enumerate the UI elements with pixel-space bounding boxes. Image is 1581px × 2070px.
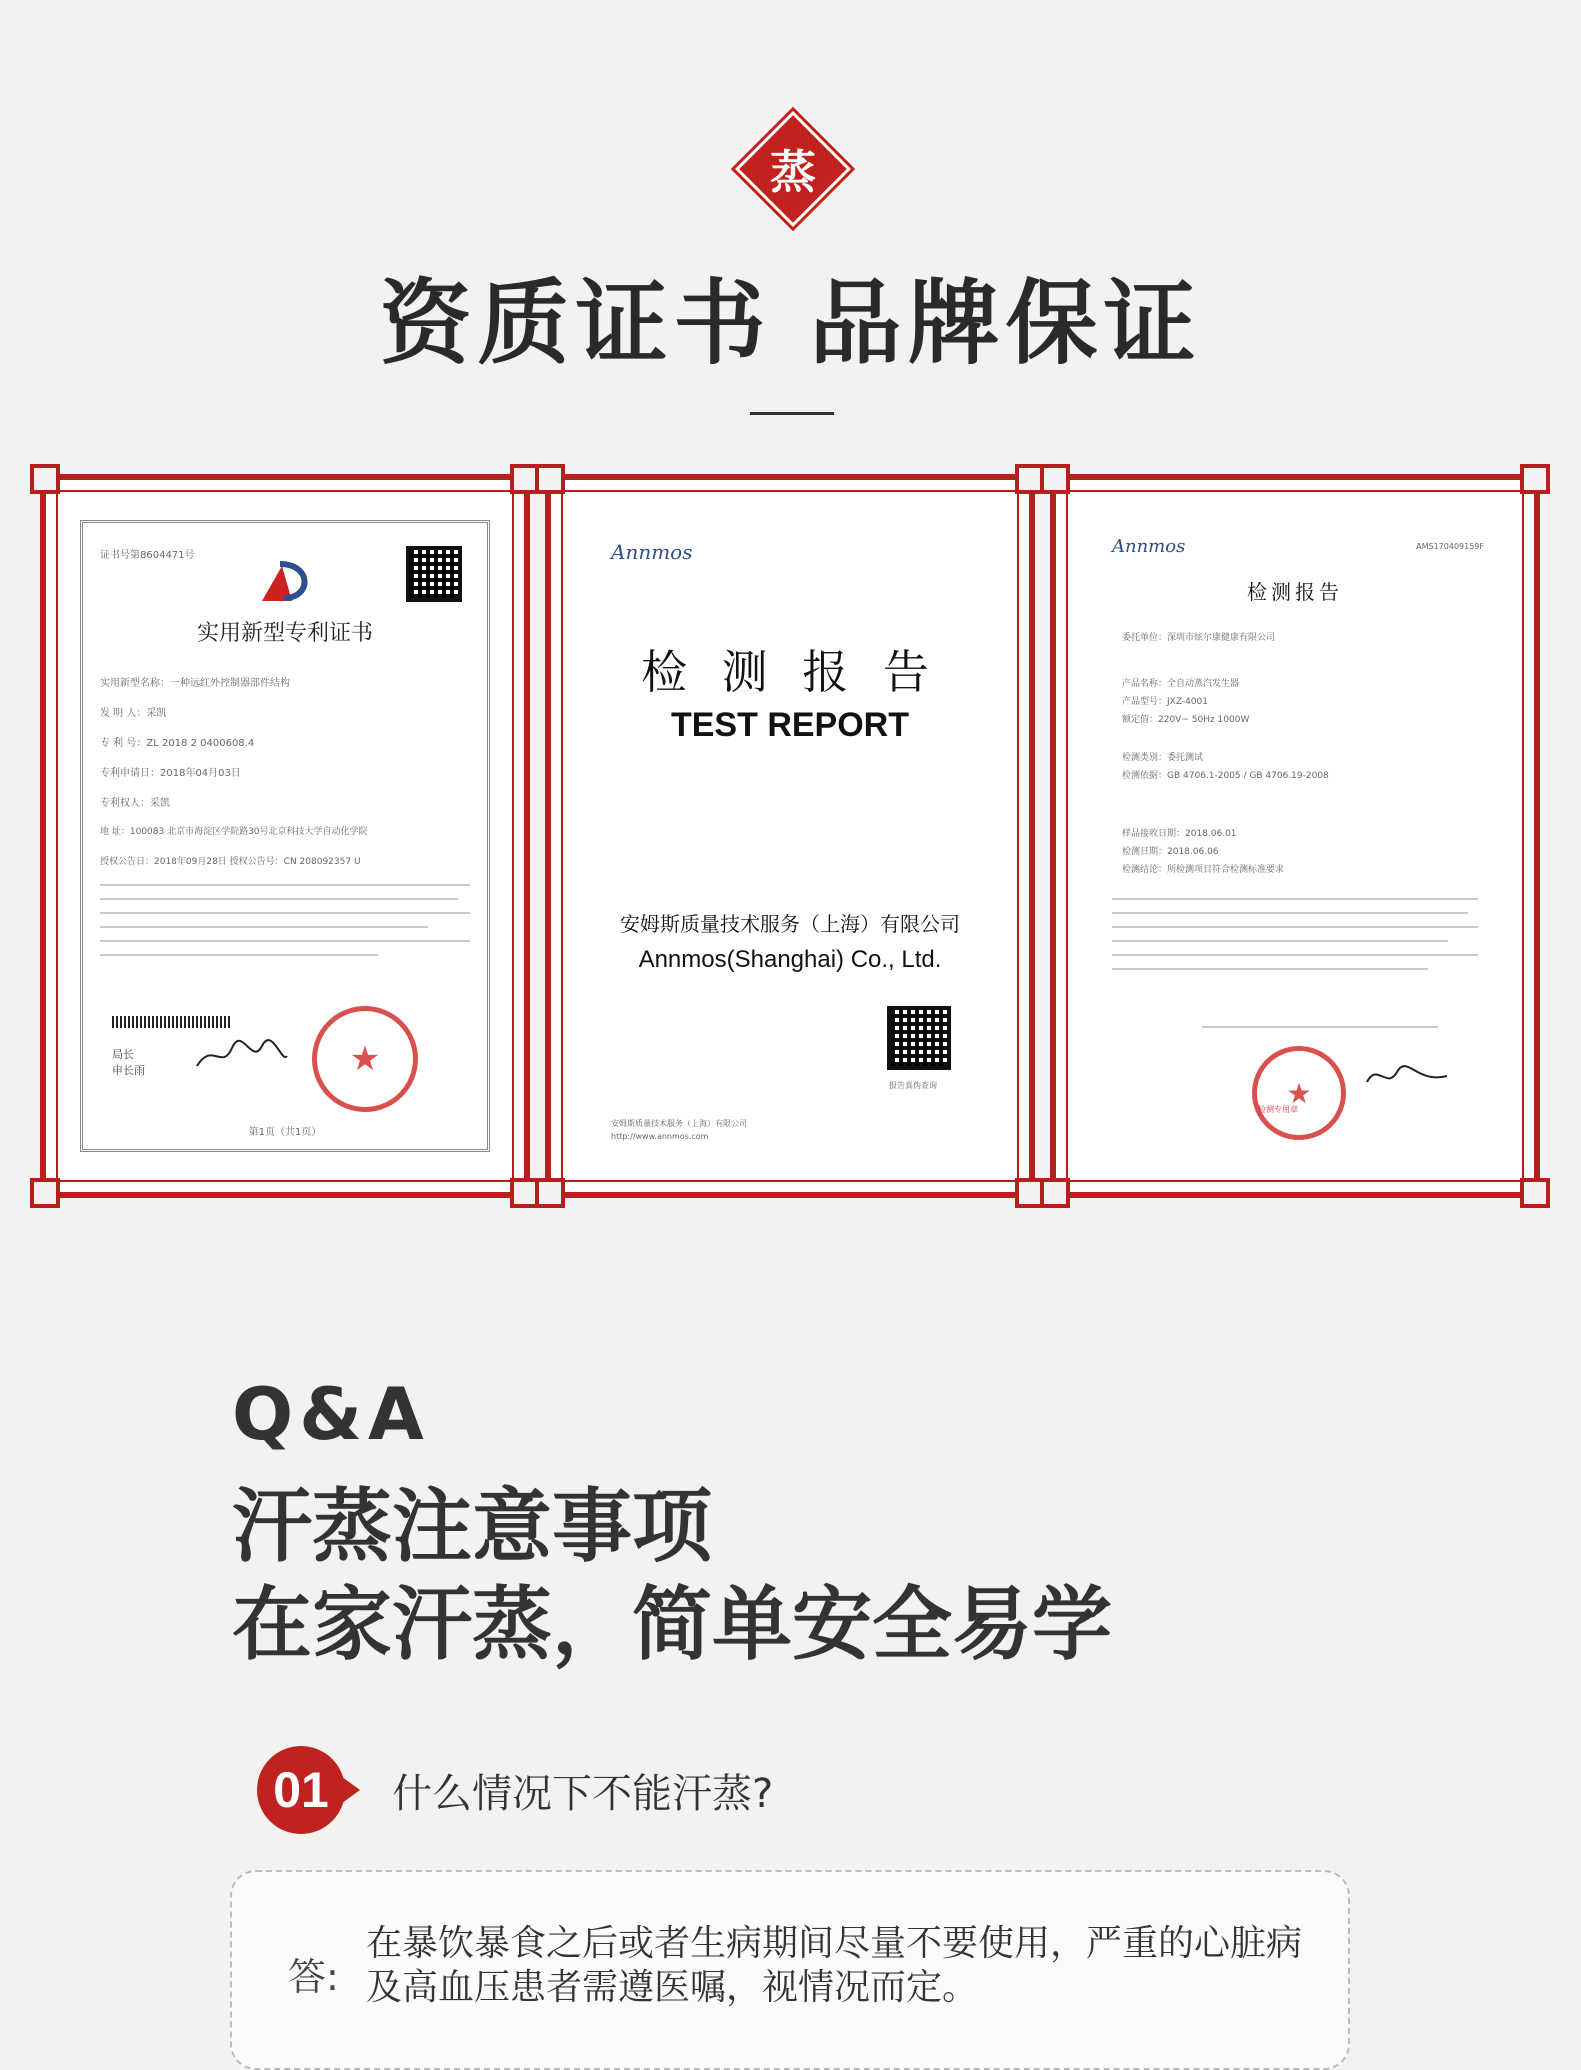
report-row: 样品接收日期：2018.06.01 [1122,829,1237,839]
page-footer: 第1页（共1页） [248,1127,322,1138]
report-page-frame [1050,474,1540,1198]
patent-certificate[interactable] [72,506,498,1166]
patent-title: 实用新型专利证书 [196,621,373,646]
question-number-badge: 01 [257,1746,345,1834]
qr-code-icon [406,546,462,602]
annmos-logo: Annmos [1112,536,1186,557]
test-report-cover[interactable] [577,506,1003,1166]
footer-url: http://www.annmos.com [611,1132,709,1141]
cert-number: 证书号第8604471号 [100,550,195,561]
signature-label: 局长 申长雨 [112,1048,145,1077]
question-text: 什么情况下不能汗蒸? [392,1771,774,1817]
official-stamp-icon: ★ [312,1006,418,1112]
test-report-frame [545,474,1035,1198]
patent-field: 授权公告日：2018年09月28日 授权公告号：CN 208092357 U [100,857,361,867]
annmos-logo: Annmos [611,540,693,564]
report-row: 检测结论：所检测项目符合检测标准要求 [1122,865,1285,875]
inspection-stamp-icon: ★ [1252,1046,1346,1140]
patent-field: 专利申请日：2018年04月03日 [100,768,241,779]
page-title: 资质证书 品牌保证 [379,269,1202,377]
test-report-page[interactable] [1082,506,1508,1166]
report-row: 产品名称：全自动蒸汽发生器 [1122,679,1240,689]
patent-field: 发 明 人：采凯 [100,708,167,719]
report-heading: 检测报告 [1247,580,1343,604]
report-row: 额定值：220V~ 50Hz 1000W [1122,715,1250,725]
patent-field: 专 利 号：ZL 2018 2 0400608.4 [100,738,255,749]
company-name-cn: 安姆斯质量技术服务（上海）有限公司 [620,912,960,936]
company-name-en: Annmos(Shanghai) Co., Ltd. [638,946,942,973]
answer-text: 在暴饮暴食之后或者生病期间尽量不要使用，严重的心脏病及高血压患者需遵医嘱，视情况而定。 [366,1923,1303,2008]
signature-icon [1362,1062,1452,1092]
patent-emblem-icon [252,556,312,606]
report-row: 检测类别：委托测试 [1122,753,1204,763]
patent-field: 地 址：100083 北京市海淀区学院路30号北京科技大学自动化学院 [100,827,368,837]
qr-caption: 报告真伪查询 [889,1081,937,1090]
qa-subtitle: 汗蒸注意事项 [232,1480,712,1573]
footer-company: 安姆斯质量技术服务（上海）有限公司 [611,1119,747,1128]
seal-character: 蒸 [770,145,816,199]
title-divider [750,412,834,415]
answer-label: 答: [288,1955,339,1999]
report-title-en: TEST REPORT [670,706,910,744]
stamp-text: 检测专用章 [1258,1105,1298,1114]
report-row: 产品型号：JXZ-4001 [1122,697,1208,707]
patent-certificate-frame [40,474,530,1198]
report-title-cn: 检 测 报 告 [641,645,939,699]
patent-field: 专利权人：采凯 [100,798,170,809]
badge-arrow-icon [338,1774,360,1806]
report-row: 检测日期：2018.06.06 [1122,847,1219,857]
barcode-icon [112,1016,232,1028]
patent-field: 实用新型名称：一种远红外控制器部件结构 [100,678,290,689]
qr-code-icon [887,1006,951,1070]
qa-tagline: 在家汗蒸，简单安全易学 [232,1578,1112,1671]
report-row: 委托单位：深圳市炫尔康健康有限公司 [1122,633,1276,643]
report-row: 检测依据：GB 4706.1-2005 / GB 4706.19-2008 [1122,771,1329,781]
report-number: AMS170409159F [1416,542,1484,551]
signature-icon [192,1036,292,1076]
qa-title: Q&A [232,1372,430,1456]
